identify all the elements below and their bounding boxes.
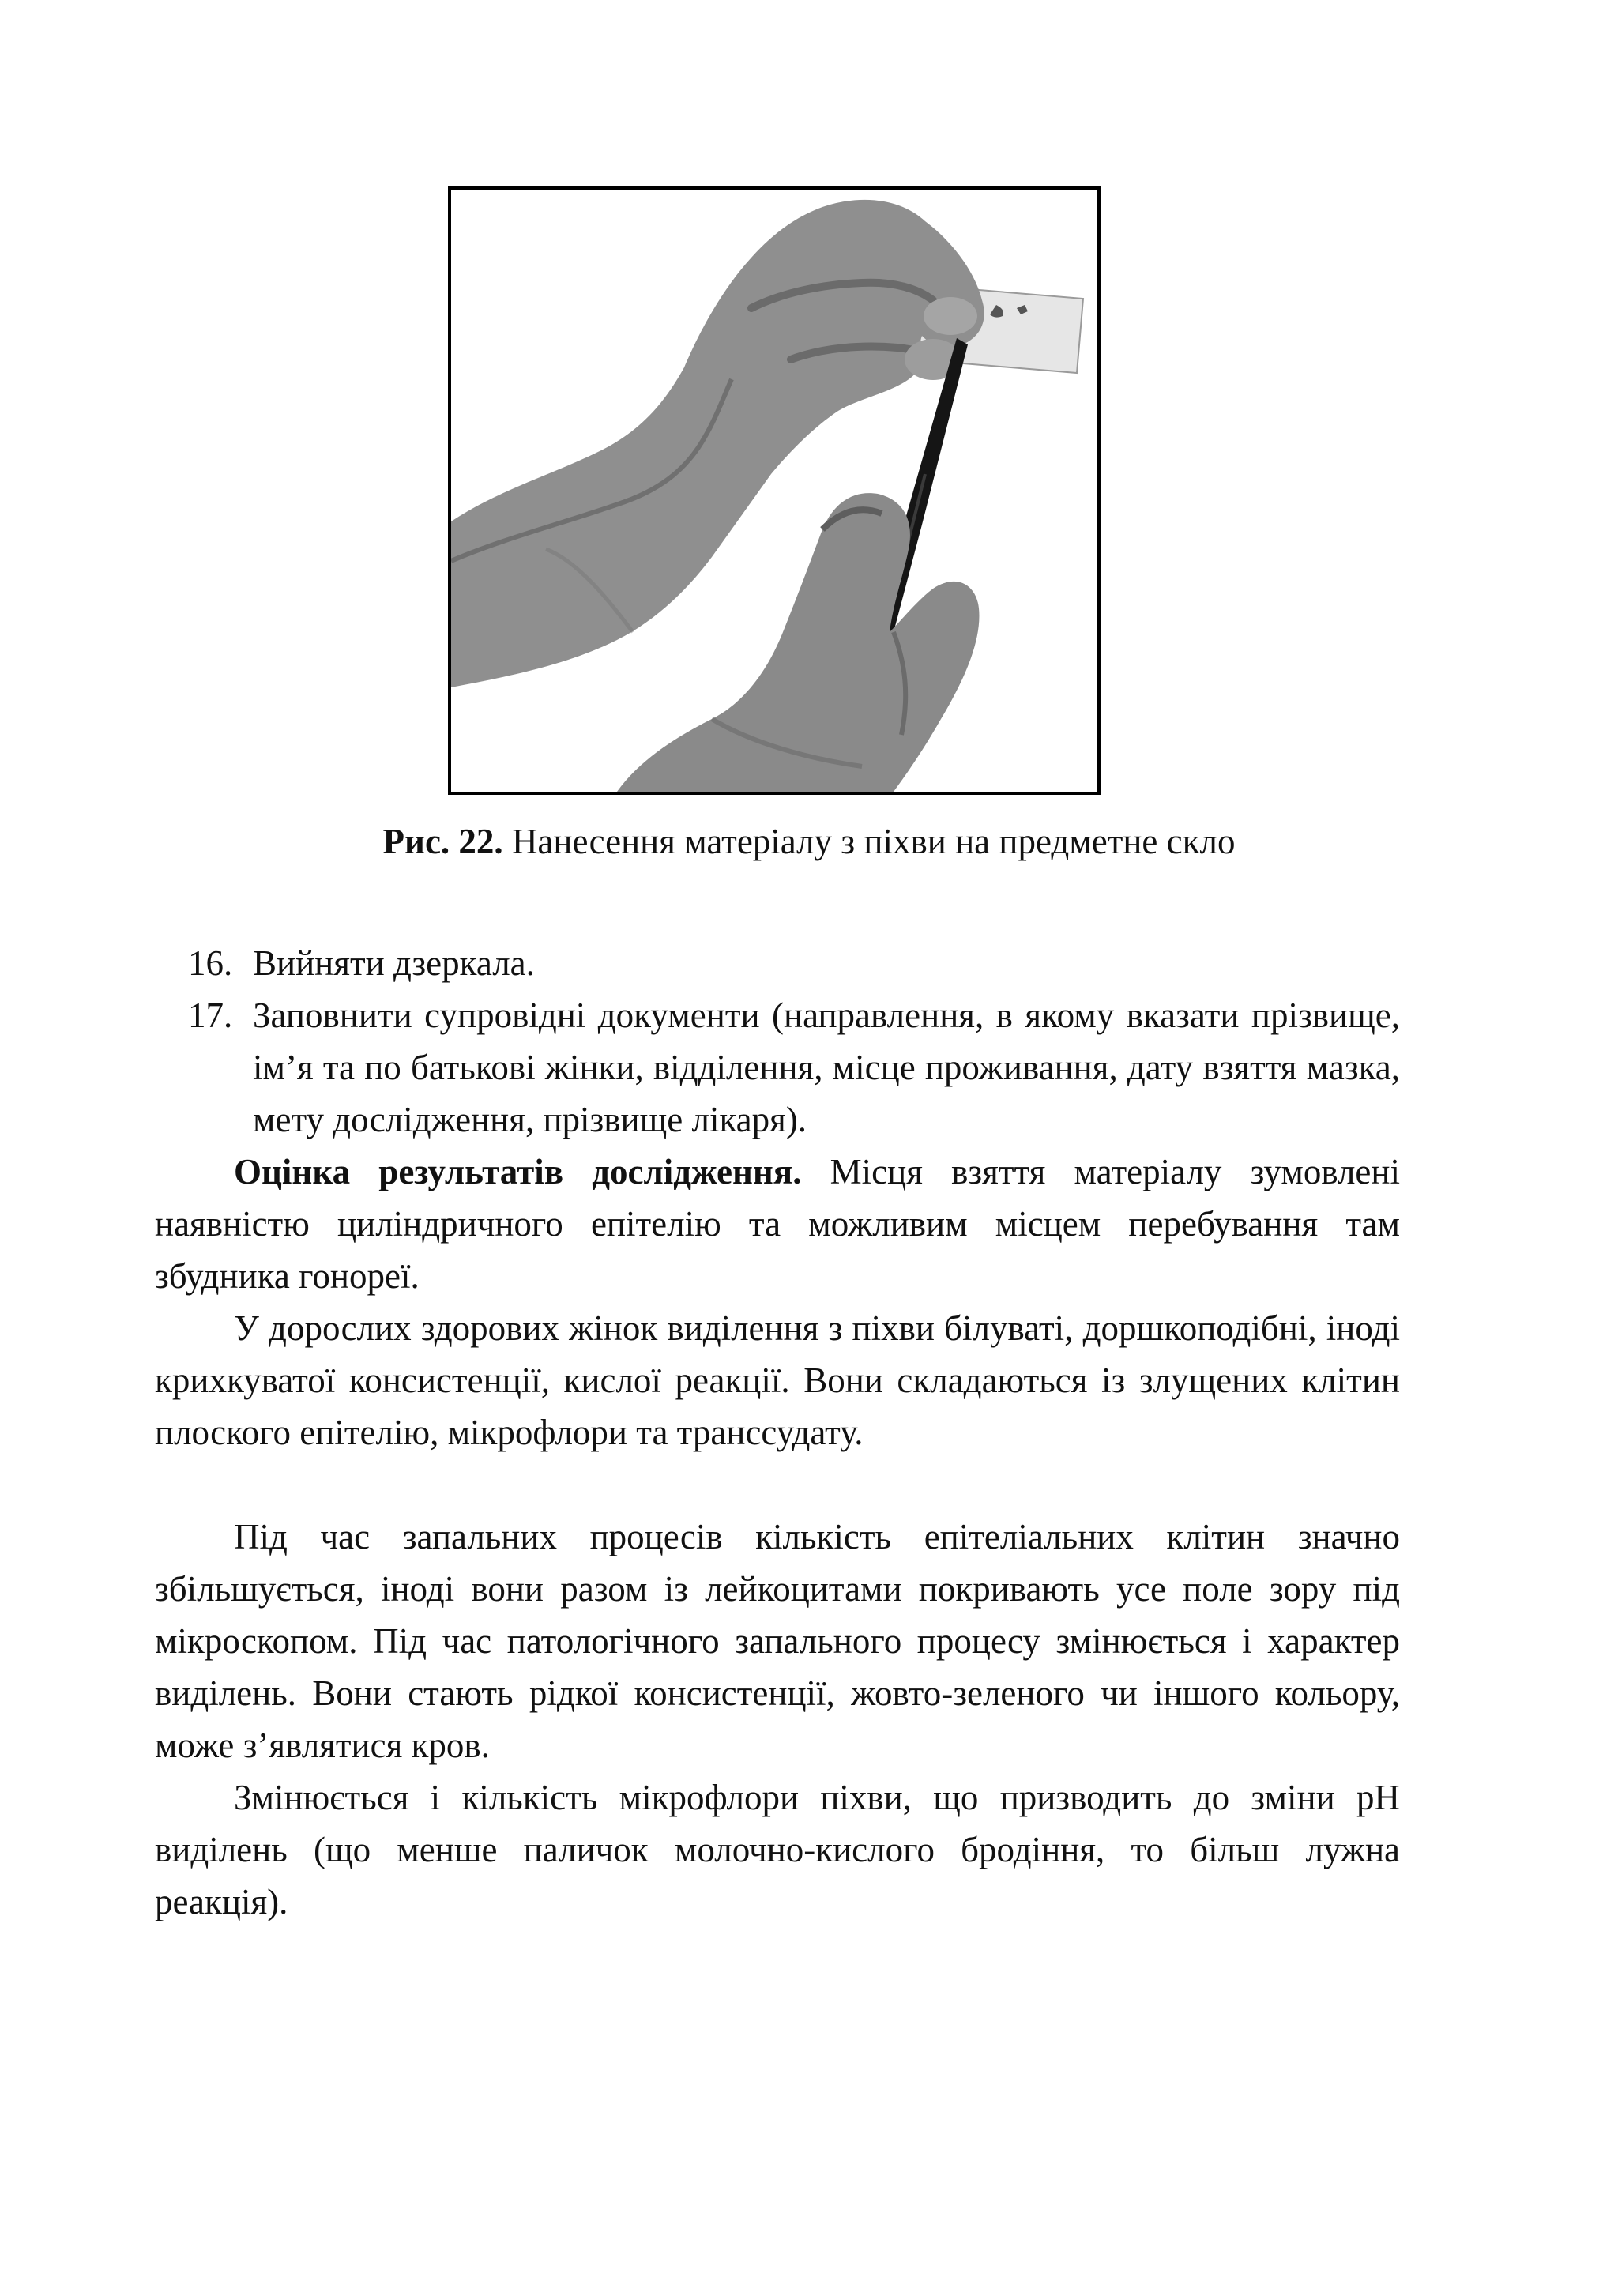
list-item [155,937,1400,989]
figure-caption-text: Нанесення матеріалу з піхви на предметне скло [502,822,1236,861]
list-item [155,989,1400,1146]
figure-caption-label: Рис. 22. [382,822,503,861]
list-item-number: 16. [188,943,233,983]
paragraph: Під час запальних процесів кількість епітеліальних клітин значно збільшується, іноді вони разом із лейкоцитами покривають усе поле зору під мікроскопом. Під час патологічного запального процесу змінюється і характер виділень. Вони стають рідкої консистенції, жовто-зеленого чи іншого кольору, може з’являтися кров. [155,1517,1400,1765]
section-lead-text: Місця взяття матеріалу зумовлені наявністю циліндричного епітелію та можливим місцем перебування там збудника гонореї. [155,1152,1400,1296]
list-item-text: Заповнити супровідні документи (направлення, в якому вказати прізвище, ім’я та по батькові жінки, відділення, місце проживання, дату взяття мазка, мету дослідження, прізвище лікаря). [253,996,1400,1139]
list-item-number: 17. [188,996,233,1035]
section-paragraph [155,1146,1400,1302]
body-text [155,0,1400,2296]
list-item-text: Вийняти дзеркала. [253,943,535,983]
paragraph: У дорослих здорових жінок виділення з піхви білуваті, доршкоподібні, іноді крихкуватої консистенції, кислої реакції. Вони складаються із злущених клітин плоского епітелію, мікрофлори та транссудату. [155,1308,1400,1452]
section-heading: Оцінка результатів дослідження. [234,1152,802,1191]
paragraph: Змінюється і кількість мікрофлори піхви, що призводить до зміни pH виділень (що менше паличок молочно-кислого бродіння, то більш лужна реакція). [155,1778,1400,1921]
